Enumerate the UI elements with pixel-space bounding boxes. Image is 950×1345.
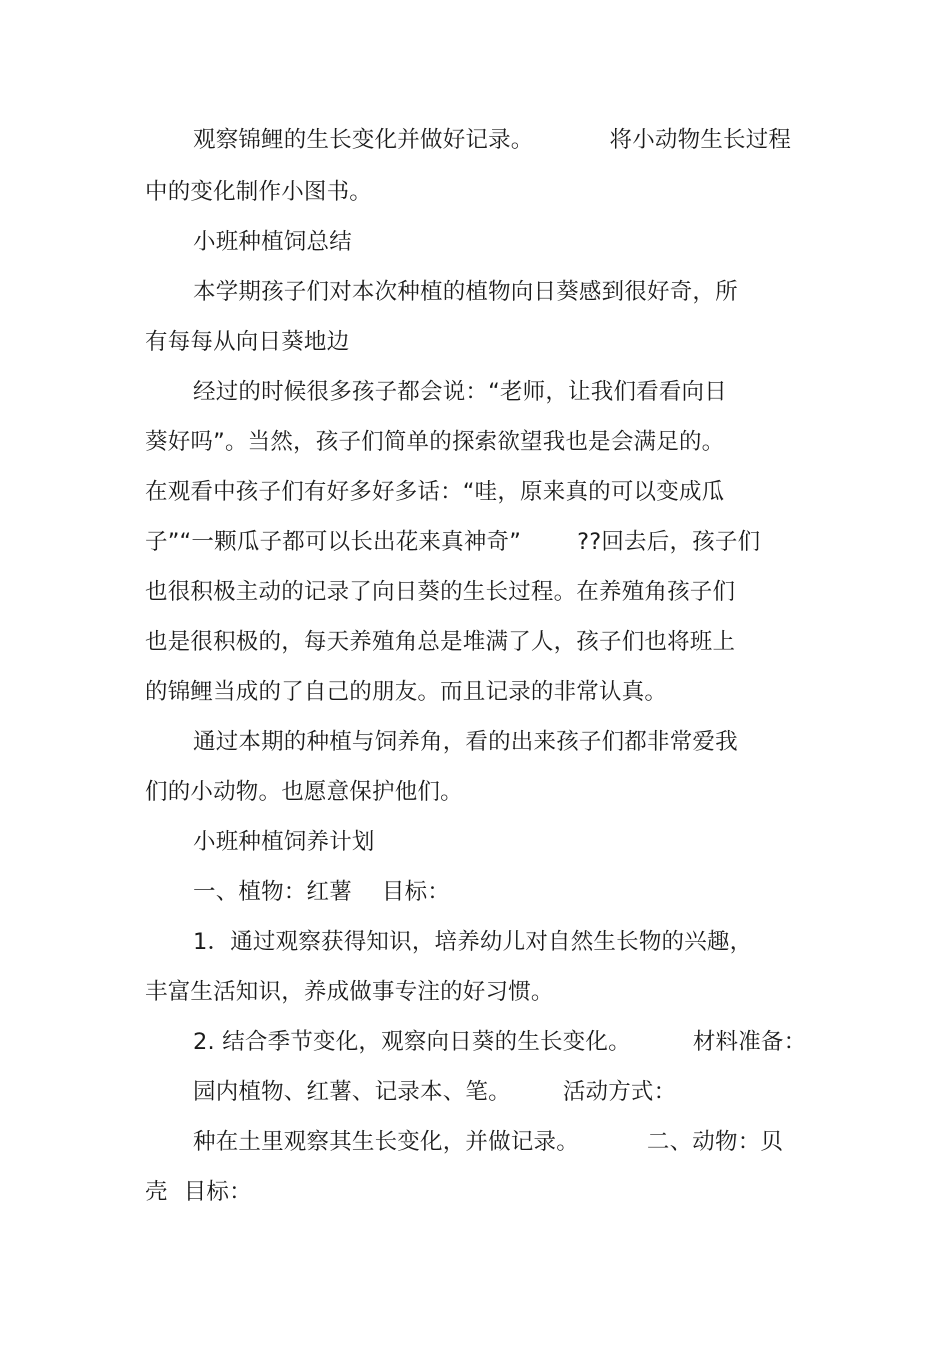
line-text: 的锦鲤当成的了自己的朋友。而且记录的非常认真。 [145,679,668,705]
paragraph-line [193,125,791,155]
line-text: 也是很积极的，每天养殖角总是堆满了人，孩子们也将班上 [145,629,736,655]
line-text: 观察锦鲤的生长变化并做好记录。 [193,127,534,153]
list-item [193,927,752,957]
line-text: 目标： [183,1179,252,1205]
line-text: 一、植物：红薯 [193,879,352,905]
paragraph-line [145,627,735,657]
line-text: 有每每从向日葵地边 [145,329,350,355]
line-text: 活动方式： [562,1079,677,1105]
paragraph-line [193,1077,676,1107]
paragraph-line [145,477,724,507]
paragraph-line [145,977,554,1007]
line-text: 中的变化制作小图书。 [145,179,373,205]
paragraph-line [193,877,450,907]
line-text: 通过本期的种植与饲养角，看的出来孩子们都非常爱我 [193,729,738,755]
list-item [193,1027,806,1057]
line-text: 1．通过观察获得知识，培养幼儿对自然生长物的兴趣， [193,929,753,955]
line-text: 二、动物：贝 [646,1129,784,1155]
paragraph-line [145,1177,252,1207]
line-text: 经过的时候很多孩子都会说：“老师，让我们看看向日 [193,379,727,405]
line-text: 壳 [145,1179,168,1205]
line-text: 种在土里观察其生长变化，并做记录。 [193,1129,579,1155]
section-heading [193,227,352,257]
paragraph-line [145,677,667,707]
line-text: 小班种植饲养计划 [193,829,375,855]
line-text: 园内植物、红薯、记录本、笔。 [193,1079,511,1105]
line-text: 目标： [381,879,451,905]
line-text: ??回去后，孩子们 [577,529,761,555]
paragraph-line [145,177,372,207]
paragraph-line [193,727,738,757]
line-text: 也很积极主动的记录了向日葵的生长过程。在养殖角孩子们 [145,579,736,605]
line-text: 小班种植饲总结 [193,229,352,255]
paragraph-line [193,277,738,307]
paragraph-line [145,577,735,607]
line-text: 子”“一颗瓜子都可以长出花来真神奇” [145,529,522,555]
line-text: 材料准备： [692,1029,807,1055]
paragraph-line [145,427,724,457]
line-text: 本学期孩子们对本次种植的植物向日葵感到很好奇，所 [193,279,738,305]
line-text: 们的小动物。也愿意保护他们。 [145,779,463,805]
line-text: 在观看中孩子们有好多好多话：“哇，原来真的可以变成瓜 [145,479,725,505]
section-heading [193,827,375,857]
line-text: 丰富生活知识，养成做事专注的好习惯。 [145,979,554,1005]
paragraph-line [193,1127,783,1157]
line-text: 2. 结合季节变化，观察向日葵的生长变化。 [193,1029,631,1055]
paragraph-line [145,777,463,807]
paragraph-line [145,527,760,557]
line-text: 将小动物生长过程 [609,127,792,153]
paragraph-line [193,377,727,407]
line-text: 葵好吗”。当然，孩子们简单的探索欲望我也是会满足的。 [145,429,725,455]
paragraph-line [145,327,349,357]
